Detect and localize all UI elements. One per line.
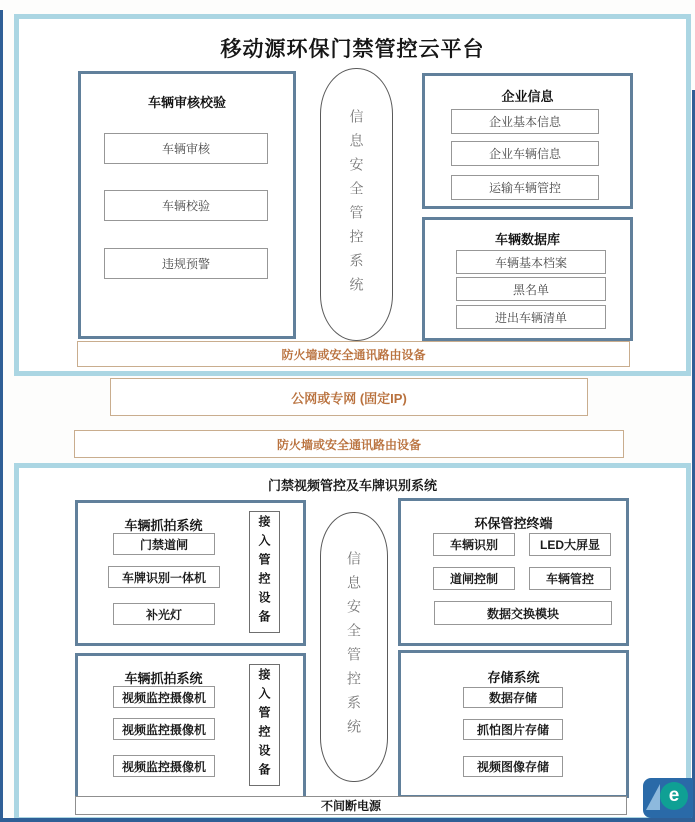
storage-item: 抓怕图片存储 <box>463 719 563 740</box>
capture-system-1-item: 补光灯 <box>113 603 215 625</box>
capture-system-panel-2 <box>75 653 306 799</box>
access-control-device-box <box>249 664 280 786</box>
info-security-pillar-top <box>320 68 393 341</box>
vehicle-audit-item: 车辆审核 <box>104 133 268 164</box>
vehicle-database-title: 车辆数据库 <box>494 232 560 247</box>
capture-system-1-item: 车牌识别一体机 <box>108 566 220 588</box>
access-control-device-label: 接入管控设备 <box>257 515 271 629</box>
info-security-pillar-bottom <box>320 512 388 782</box>
ups-power-bar: 不间断电源 <box>75 796 627 815</box>
firewall-bar-top: 防火墙或安全通讯路由设备 <box>77 341 630 367</box>
eco-terminal-item: 道闸控制 <box>433 567 515 590</box>
firewall-bar-bottom: 防火墙或安全通讯路由设备 <box>74 430 624 458</box>
eco-terminal-item: LED大屏显 <box>529 533 611 556</box>
capture-system-2-item: 视频监控摄像机 <box>113 686 215 708</box>
gate-section-title: 门禁视频管控及车牌识别系统 <box>267 478 437 493</box>
capture-system-2-item: 视频监控摄像机 <box>113 718 215 740</box>
storage-system-panel <box>398 650 629 798</box>
capture-system-2-item: 视频监控摄像机 <box>113 755 215 777</box>
info-security-pillar-label: 信息安全管控系统 <box>346 551 362 743</box>
eco-terminal-title: 环保管控终端 <box>474 516 553 531</box>
vehicle-database-panel <box>422 217 633 341</box>
vehicle-database-item: 黑名单 <box>456 277 606 301</box>
access-control-device-box <box>249 511 280 633</box>
page-title: 移动源环保门禁管控云平台 <box>220 38 485 61</box>
enterprise-info-item: 企业基本信息 <box>451 109 599 134</box>
enterprise-info-item: 运输车辆管控 <box>451 175 599 200</box>
access-control-device-label: 接入管控设备 <box>257 668 271 782</box>
vehicle-audit-item: 违规预警 <box>104 248 268 279</box>
capture-system-2-title: 车辆抓拍系统 <box>124 671 203 686</box>
vehicle-audit-title: 车辆审核校验 <box>147 95 226 110</box>
storage-system-title: 存储系统 <box>487 670 540 685</box>
storage-item: 数据存储 <box>463 687 563 708</box>
eco-watermark-logo <box>643 778 693 818</box>
enterprise-info-panel <box>422 73 633 209</box>
storage-item: 视频图像存储 <box>463 756 563 777</box>
vehicle-database-item: 进出车辆清单 <box>456 305 606 329</box>
capture-system-panel-1 <box>75 500 306 646</box>
capture-system-1-item: 门禁道闸 <box>113 533 215 555</box>
eco-terminal-panel <box>398 498 629 646</box>
cloud-platform-section <box>14 14 691 376</box>
info-security-pillar-label: 信息安全管控系统 <box>348 108 365 301</box>
gate-video-section <box>14 463 691 822</box>
eco-terminal-item: 车辆管控 <box>529 567 611 590</box>
vehicle-audit-panel <box>78 71 296 339</box>
enterprise-info-title: 企业信息 <box>501 89 554 104</box>
vehicle-database-item: 车辆基本档案 <box>456 250 606 274</box>
page-frame <box>0 10 3 822</box>
vehicle-audit-item: 车辆校验 <box>104 190 268 221</box>
public-network-box: 公网或专网 (固定IP) <box>110 378 588 416</box>
data-exchange-module-box: 数据交换模块 <box>434 601 612 625</box>
enterprise-info-item: 企业车辆信息 <box>451 141 599 166</box>
eco-terminal-item: 车辆识别 <box>433 533 515 556</box>
capture-system-1-title: 车辆抓拍系统 <box>124 518 203 533</box>
logo-e-icon: e <box>660 782 688 810</box>
page-frame <box>0 818 695 822</box>
